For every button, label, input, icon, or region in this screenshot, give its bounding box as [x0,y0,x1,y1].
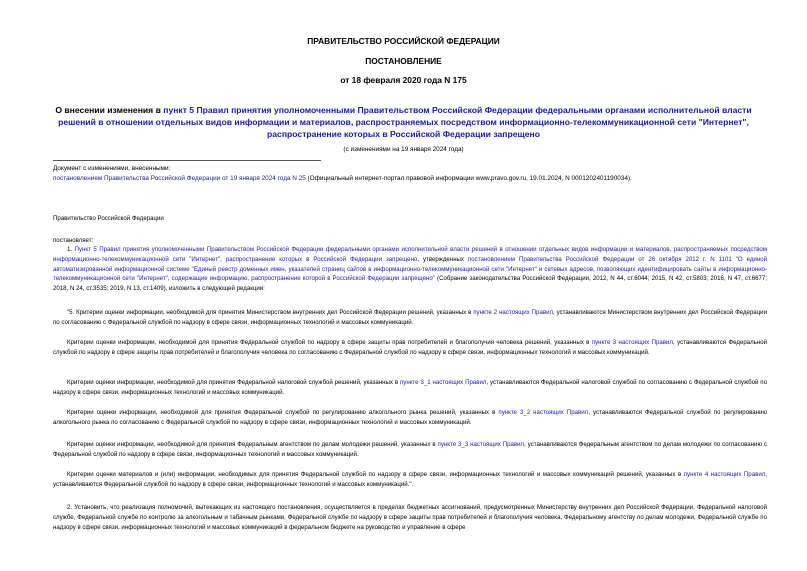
p1-rules-link[interactable]: Пункт 5 Правил принятия уполномоченными Правительством Российской Федерации федеральными органами исполнительной власти решений в отношении отдельных видов информации и материалов, распространяемых посредством информационно-телекоммуникационной сети "Интернет", распространение которых в Российской Федерации запрещено [53,246,767,263]
q6-link[interactable]: пункте 4 настоящих Правил [683,471,766,478]
q2-text-b: , устанавливаются Федеральной службой по надзору в сфере защиты прав потребителей и благополучия человека по согласованию с Федеральной службой по надзору в сфере связи, информационных технологий и массовых коммуникаций. [53,339,768,356]
amendment-link[interactable]: постановлением Правительства Российской Федерации от 19 января 2024 года N 25 [53,175,306,182]
amendments-label: Документ с изменениями, внесенными: [53,165,171,172]
amendments-block [53,164,763,184]
amendment-source: (Официальный интернет-портал правовой информации www.pravo.gov.ru, 19.01.2024, N 0001202401190034). [305,175,632,182]
government-header: ПРАВИТЕЛЬСТВО РОССИЙСКОЙ ФЕДЕРАЦИИ [307,36,500,46]
q3-text-a: Критерии оценки информации, необходимой для принятия Федеральной налоговой службой решений, указанных в [67,379,400,386]
changes-note: (с изменениями на 19 января 2024 года) [343,146,464,153]
quote-paragraph-4 [53,408,767,428]
document-type: ПОСТАНОВЛЕНИЕ [365,56,442,66]
q2-text-a: Критерии оценки информации, необходимой для принятия Федеральной службой по надзору в сфере защиты прав потребителей и благополучия человека решений, указанных в [67,339,592,346]
q4-text-b: , устанавливаются Федеральной службой по регулированию алкогольного рынка по согласованию с Федеральной службой по надзору в сфере связи, информационных технологий и массовых коммуникаций. [53,409,767,426]
amendments-line [53,174,763,184]
quote-paragraph-3 [53,378,767,398]
q1-text-a: "5. Критерии оценки информации, необходимой для принятия Министерством внутренних дел Российской Федерации решений, указанных в [67,309,474,316]
p1-end: (Собрание законодательства Российской Федерации, 2012, N 44, ст.6044; 2015, N 42, ст.5803; 2016, N 47, ст.6677; 2018, N 24, ст.3535; 2019, N 13, ст.1409), изложить в следующей редакции: [53,275,768,293]
q3-text-b: , устанавливаются Федеральной налоговой службой по согласованию с Федеральной службой по надзору в сфере связи, информационных технологий и массовых коммуникаций. [53,379,767,396]
q4-text-a: Критерии оценки информации, необходимой для принятия Федеральной службой по регулированию алкогольного рынка решений, указанных в [67,409,499,416]
government-name: Правительство Российской Федерации [53,215,164,222]
q3-link[interactable]: пункте 3_1 настоящих Правил [399,379,487,386]
p1-mid: , утвержденных [417,255,468,263]
quote-paragraph-2 [53,338,767,358]
quote-paragraph-6 [53,470,767,490]
q5-link[interactable]: пункте 3_3 настоящих Правил [437,441,525,448]
q6-text-b: , устанавливаются Федеральной службой по надзору в сфере связи, информационных технологий и массовых коммуникаций.". [53,471,767,488]
q6-text-a: Критерии оценки материалов и (или) информации, необходимых для принятия Федеральной службой по надзору в сфере связи, информационных технологий и массовых коммуникаций решений, указанных в [67,471,684,478]
q5-text-b: , устанавливаются Федеральным агентством по делам молодежи по согласованию с Федеральной службой по надзору в сфере связи, информационных технологий и массовых коммуникаций. [53,441,767,458]
document-date-number: от 18 февраля 2020 года N 175 [340,75,467,85]
q1-link[interactable]: пункте 2 настоящих Правил [473,309,554,316]
p1-decree-link[interactable]: постановлением Правительства Российской Федерации от 26 октября 2012 г. N 1101 "О единой автоматизированной информационной системе "Единый реестр доменных имен, указателей страниц сайтов в информационно-телекоммуникационной сети "Интернет" и сетевых адресов, позволяющих идентифицировать сайты в информационно-телекоммуникационной сети "Интернет", содержащие информацию, распространение которой в Российской Федерации запрещено" [53,255,767,283]
q5-text-a: Критерии оценки информации, необходимой для принятия Федеральным агентством по делам молодежи решений, указанных в [67,441,438,448]
q1-text-b: , устанавливаются Министерством внутренних дел Российской Федерации по согласованию с Федеральной службой по надзору в сфере связи, информационных технологий и массовых коммуникаций. [53,309,767,326]
q4-link[interactable]: пункте 3_2 настоящих Правил [498,409,589,416]
paragraph-1 [53,245,767,294]
paragraph-2: 2. Установить, что реализация полномочий, вытекающих из настоящего постановления, осуществляется в пределах бюджетных ассигнований, предусмотренных Министерству внутренних дел Российской Федерации, Федеральной налоговой службе, Федеральной службе по контролю за алкогольным и табачным рынками, Федеральной службе по надзору в сфере защиты прав потребителей и благополучия человека, Федеральному агентству по делам молодежи, Федеральной службе по надзору в сфере связи, информационных технологий и массовых коммуникаций в федеральном бюджете на руководство и управление в сфере [53,504,767,531]
decrees-word: постановляет: [53,237,94,244]
p1-start: 1. [67,246,75,253]
quote-paragraph-1 [53,308,767,328]
q2-link[interactable]: пункте 3 настоящих Правил [591,339,673,346]
title-link[interactable]: пункт 5 Правил принятия уполномоченными Правительством Российской Федерации федеральными органами исполнительной власти решений в отношении отдельных видов информации и материалов, распространяемых посредством информационно-телекоммуникационной сети "Интернет", распространение которых в Российской Федерации запрещено [58,105,752,139]
title-prefix: О внесении изменения в [55,105,164,115]
quote-paragraph-5 [53,440,767,460]
divider [53,160,321,161]
document-title [40,104,767,140]
